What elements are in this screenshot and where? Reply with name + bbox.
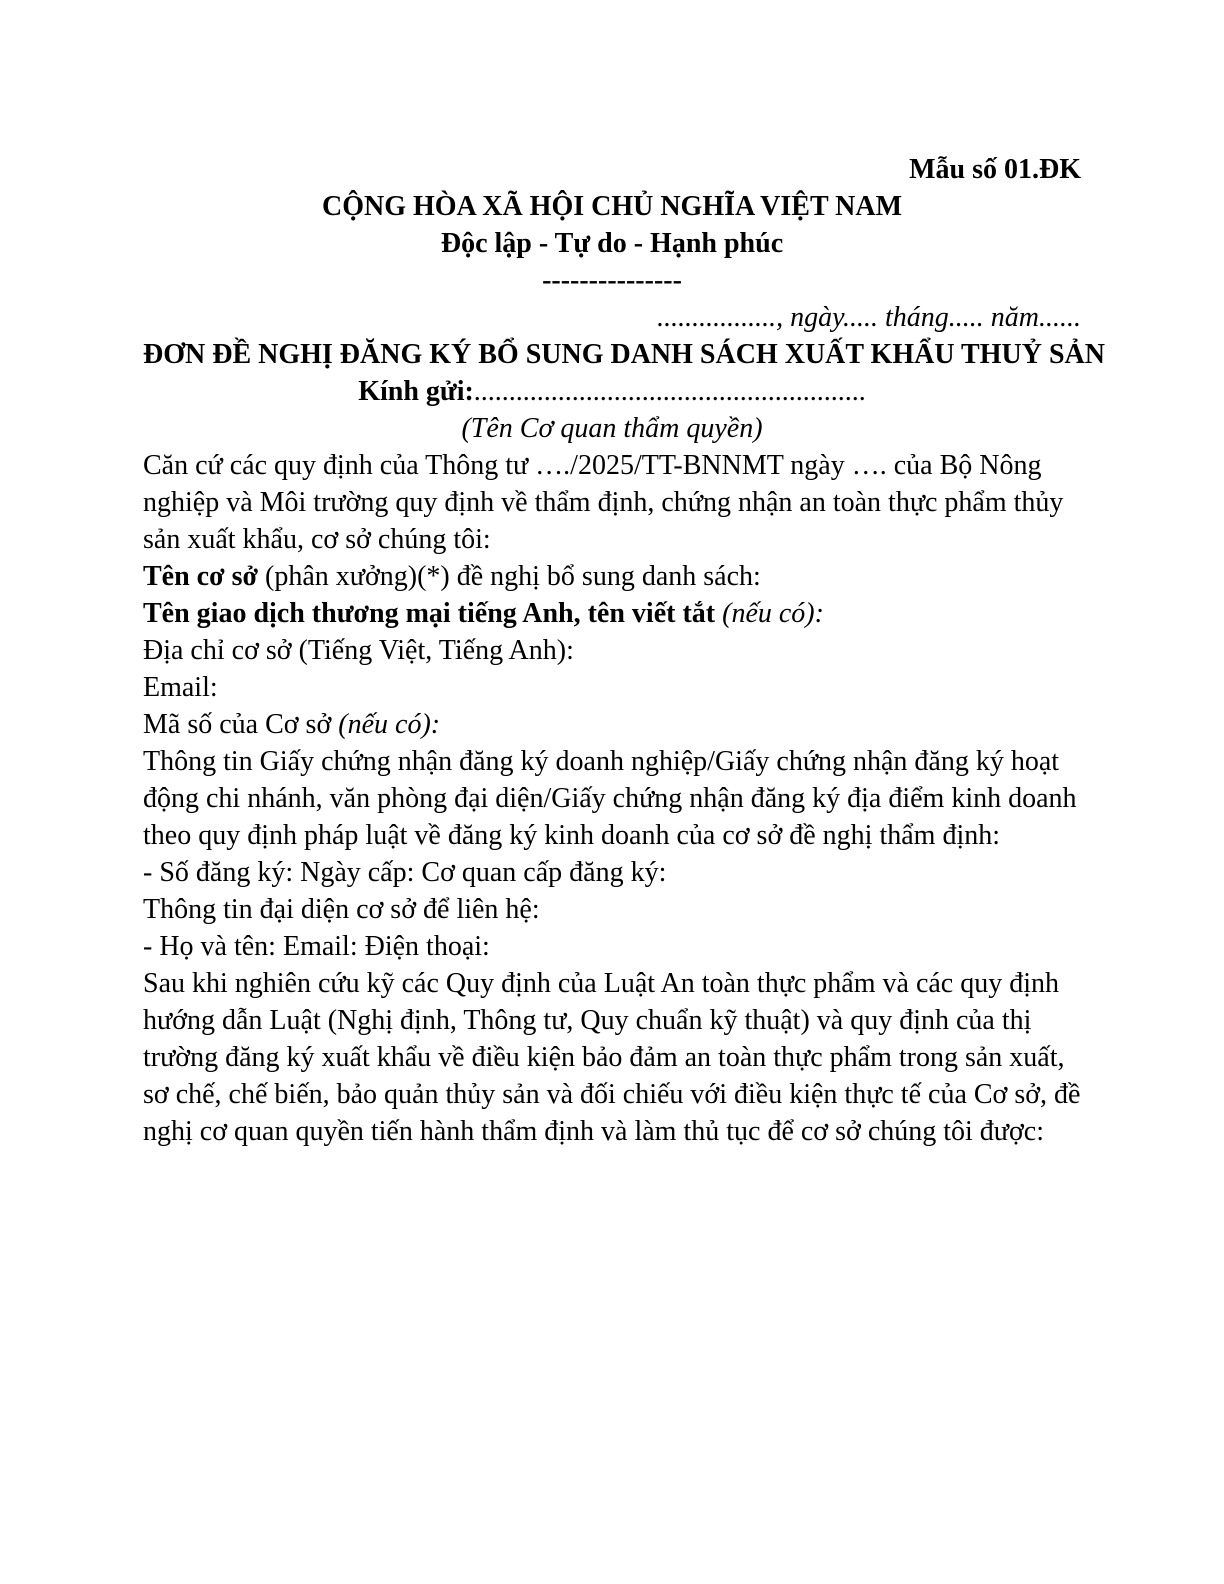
- field-address: Địa chỉ cơ sở (Tiếng Việt, Tiếng Anh):: [143, 635, 574, 666]
- field-facility-name-label: Tên cơ sở: [143, 561, 259, 592]
- field-contact-person: - Họ và tên: Email: Điện thoại:: [143, 931, 490, 962]
- form-number: Mẫu số 01.ĐK: [909, 154, 1081, 185]
- field-trade-name-label: Tên giao dịch thương mại tiếng Anh, tên viết tắt: [143, 598, 716, 629]
- field-facility-code: [143, 706, 1081, 743]
- paragraph-request-statement: Sau khi nghiên cứu kỹ các Quy định của Luật An toàn thực phẩm và các quy định hướng dẫn Luật (Nghị định, Thông tư, Quy chuẩn kỹ thuật) và quy định của thị trường đăng ký xuất khẩu về điều kiện bảo đảm an toàn thực phẩm trong sản xuất, sơ chế, chế biến, bảo quản thủy sản và đối chiếu với điều kiện thực tế của Cơ sở, đề nghị cơ quan quyền tiến hành thẩm định và làm thủ tục để cơ sở chúng tôi được:: [143, 968, 1081, 1147]
- salutation-label: Kính gửi:: [358, 376, 474, 407]
- field-contact-info: Thông tin đại diện cơ sở để liên hệ:: [143, 894, 540, 925]
- document-title: ĐƠN ĐỀ NGHỊ ĐĂNG KÝ BỔ SUNG DANH SÁCH XUẤT KHẨU THUỶ SẢN: [143, 339, 1105, 370]
- field-facility-name-suffix: (phân xưởng)(*) đề nghị bổ sung danh sách:: [258, 561, 761, 592]
- salutation-dotted-blank: ........................................................: [473, 376, 866, 407]
- field-registration-number: - Số đăng ký: Ngày cấp: Cơ quan cấp đăng ký:: [143, 857, 667, 888]
- field-facility-code-note: (nếu có):: [331, 709, 441, 740]
- national-motto: Độc lập - Tự do - Hạnh phúc: [440, 228, 784, 259]
- national-header: [143, 188, 1081, 299]
- salutation-line: [143, 373, 1081, 410]
- paragraph-business-registration: Thông tin Giấy chứng nhận đăng ký doanh nghiệp/Giấy chứng nhận đăng ký hoạt động chi nhánh, văn phòng đại diện/Giấy chứng nhận đăng ký địa điểm kinh doanh theo quy định pháp luật về đăng ký kinh doanh của cơ sở đề nghị thẩm định:: [143, 746, 1077, 851]
- header-separator: ---------------: [542, 265, 682, 296]
- paragraph-legal-basis: Căn cứ các quy định của Thông tư …./2025/TT-BNNMT ngày …. của Bộ Nông nghiệp và Môi trường quy định về thẩm định, chứng nhận an toàn thực phẩm thủy sản xuất khẩu, cơ sở chúng tôi:: [143, 450, 1064, 555]
- authority-name-note: (Tên Cơ quan thẩm quyền): [461, 413, 763, 444]
- field-facility-name: [143, 558, 1081, 595]
- field-facility-code-label: Mã số của Cơ sở: [143, 709, 332, 740]
- field-trade-name: [143, 595, 1081, 632]
- date-place-line: ................., ngày..... tháng..... năm......: [657, 302, 1081, 333]
- country-name: CỘNG HÒA XÃ HỘI CHỦ NGHĨA VIỆT NAM: [321, 191, 903, 222]
- field-trade-name-note: (nếu có):: [715, 598, 824, 629]
- field-email: Email:: [143, 672, 218, 703]
